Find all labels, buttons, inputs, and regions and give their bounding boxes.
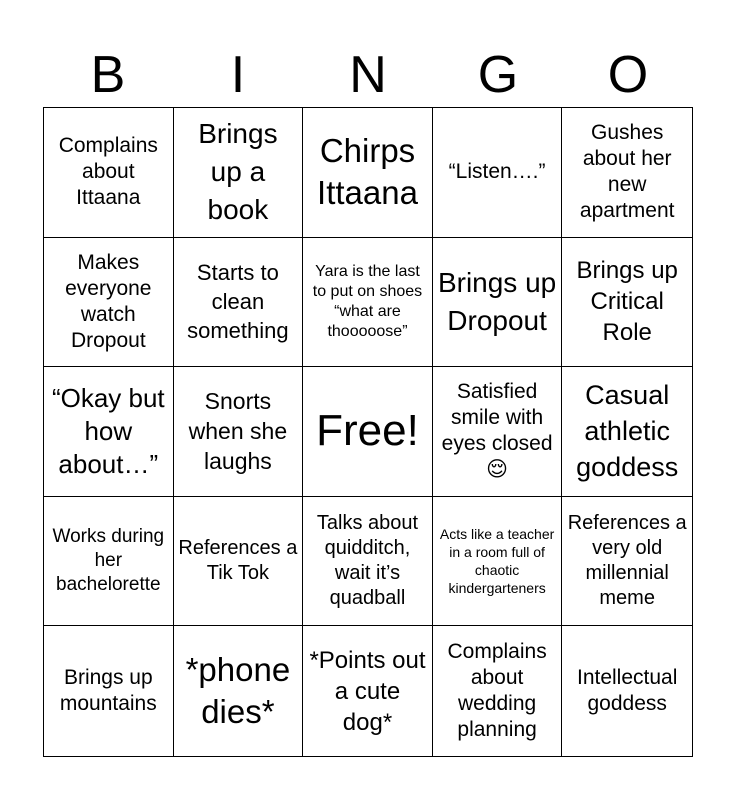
- cell-text: “Listen….”: [448, 160, 546, 184]
- header-letter-o: O: [607, 46, 649, 104]
- cell-text: Gushes about her new apartment: [579, 121, 675, 223]
- cell-text: Brings up Critical Role: [576, 257, 678, 347]
- bingo-cell[interactable]: [174, 108, 304, 238]
- cell-text: Works during her bachelorette: [52, 526, 165, 596]
- bingo-cell[interactable]: [303, 367, 433, 497]
- cell-text: Starts to clean something: [187, 260, 289, 344]
- header-letter-g: G: [477, 46, 519, 104]
- cell-text: References a Tik Tok: [178, 537, 298, 585]
- cell-text: Casual athletic goddess: [576, 380, 679, 483]
- bingo-cell[interactable]: [303, 497, 433, 627]
- cell-text: Makes everyone watch Dropout: [65, 250, 152, 352]
- bingo-cell[interactable]: [562, 108, 692, 238]
- cell-text: Snorts when she laughs: [188, 388, 288, 475]
- cell-text: Brings up mountains: [59, 666, 157, 716]
- cell-text: Yara is the last to put on shoes “what are thooooose”: [312, 262, 423, 340]
- cell-text: Chirps Ittaana: [317, 132, 418, 212]
- cell-text: Intellectual goddess: [576, 666, 678, 716]
- cell-text: Brings up a book: [198, 118, 278, 226]
- cell-text: Satisfied smile with eyes closed 😌: [441, 380, 553, 482]
- bingo-cell[interactable]: [433, 497, 563, 627]
- bingo-cell[interactable]: [44, 497, 174, 627]
- bingo-cell[interactable]: [433, 108, 563, 238]
- bingo-header: [43, 44, 693, 106]
- header-letter-i: I: [230, 46, 246, 104]
- cell-text: Brings up Dropout: [437, 266, 557, 336]
- cell-text: References a very old millennial meme: [567, 512, 687, 610]
- bingo-cell[interactable]: [44, 238, 174, 368]
- cell-text: Complains about Ittaana: [58, 134, 158, 210]
- bingo-cell[interactable]: [174, 626, 304, 756]
- cell-text: Talks about quidditch, wait it’s quadball: [316, 512, 419, 610]
- cell-text: Complains about wedding planning: [447, 640, 547, 742]
- cell-text: *Points out a cute dog*: [309, 646, 426, 736]
- bingo-cell[interactable]: [174, 367, 304, 497]
- bingo-cell[interactable]: [562, 497, 692, 627]
- header-letter-n: N: [349, 46, 387, 104]
- bingo-cell[interactable]: [433, 367, 563, 497]
- cell-text: Free!: [316, 406, 419, 456]
- bingo-cell[interactable]: [433, 238, 563, 368]
- bingo-cell[interactable]: [44, 367, 174, 497]
- cell-text: Acts like a teacher in a room full of chaotic kindergarteners: [439, 526, 555, 597]
- bingo-cell[interactable]: [174, 238, 304, 368]
- bingo-cell[interactable]: [562, 238, 692, 368]
- bingo-cell[interactable]: [303, 108, 433, 238]
- bingo-cell[interactable]: [303, 626, 433, 756]
- bingo-cell[interactable]: [562, 367, 692, 497]
- header-letter-b: B: [90, 46, 126, 104]
- cell-text: “Okay but how about…”: [51, 382, 165, 479]
- bingo-cell[interactable]: [433, 626, 563, 756]
- bingo-cell[interactable]: [44, 108, 174, 238]
- bingo-cell[interactable]: [562, 626, 692, 756]
- bingo-cell[interactable]: [174, 497, 304, 627]
- bingo-board: [43, 107, 693, 757]
- bingo-cell[interactable]: [44, 626, 174, 756]
- bingo-cell[interactable]: [303, 238, 433, 368]
- cell-text: *phone dies*: [185, 651, 291, 731]
